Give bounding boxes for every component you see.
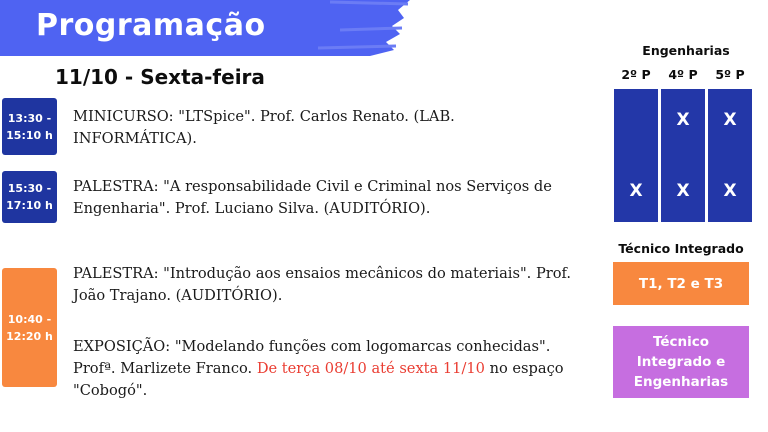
column-header-4p: 4º P <box>668 67 698 82</box>
column-4p <box>661 89 705 222</box>
time-slot-3 <box>2 268 57 387</box>
time-slot-end: 17:10 h <box>6 199 53 212</box>
schedule-date: 11/10 - Sexta-feira <box>55 65 265 89</box>
combined-badge-line: Integrado e <box>636 354 726 370</box>
mark-4p-row2: X <box>676 181 690 201</box>
event-palestra-ensaios <box>73 263 603 307</box>
event-exposicao <box>73 336 603 402</box>
time-slot-end: 12:20 h <box>6 329 53 343</box>
mark-5p-row1: X <box>723 110 737 130</box>
time-slot-start: 13:30 - <box>7 111 52 125</box>
event-location-prefix: no espaço <box>489 360 564 377</box>
event-text-line: Engenharia". Prof. Luciano Silva. (AUDITÓRIO). <box>73 200 431 217</box>
time-slot-2 <box>2 171 57 223</box>
event-text-line: INFORMÁTICA). <box>73 130 197 147</box>
page-title: Programação <box>36 8 266 43</box>
column-2p <box>614 89 658 222</box>
event-palestra-responsabilidade <box>73 176 603 220</box>
combined-badge-line: Engenharias <box>633 374 729 390</box>
event-text-line: MINICURSO: "LTSpice". Prof. Carlos Renato. (LAB. <box>73 108 455 125</box>
event-minicurso <box>73 106 603 150</box>
column-header-5p: 5º P <box>715 67 745 82</box>
time-slot-1 <box>2 98 57 155</box>
mark-5p-row2: X <box>723 181 737 201</box>
column-header-2p: 2º P <box>621 67 651 82</box>
event-presenter: Profª. Marlizete Franco. <box>73 360 253 377</box>
combined-badge-line: Técnico <box>652 334 710 350</box>
event-text-line: PALESTRA: "Introdução aos ensaios mecânicos do materiais". Prof. <box>73 265 572 282</box>
time-slot-start: 10:40 - <box>7 312 52 326</box>
event-text-line: "Cobogó". <box>73 382 148 399</box>
mark-4p-row1: X <box>676 110 690 130</box>
event-text-line <box>73 358 603 380</box>
event-text-line: EXPOSIÇÃO: "Modelando funções com logomarcas conhecidas". <box>73 338 551 355</box>
column-5p <box>708 89 752 222</box>
event-text-line: PALESTRA: "A responsabilidade Civil e Criminal nos Serviços de <box>73 178 552 195</box>
tecnico-badge: T1, T2 e T3 <box>613 262 749 305</box>
combined-audience-badge <box>613 326 749 398</box>
mark-2p-row2: X <box>629 181 643 201</box>
tecnico-title: Técnico Integrado <box>618 241 744 256</box>
time-slot-start: 15:30 - <box>7 182 52 195</box>
time-slot-end: 15:10 h <box>6 128 53 142</box>
engineering-title: Engenharias <box>642 43 730 58</box>
event-date-range: De terça 08/10 até sexta 11/10 <box>256 360 485 377</box>
event-text-line: João Trajano. (AUDITÓRIO). <box>73 287 283 304</box>
